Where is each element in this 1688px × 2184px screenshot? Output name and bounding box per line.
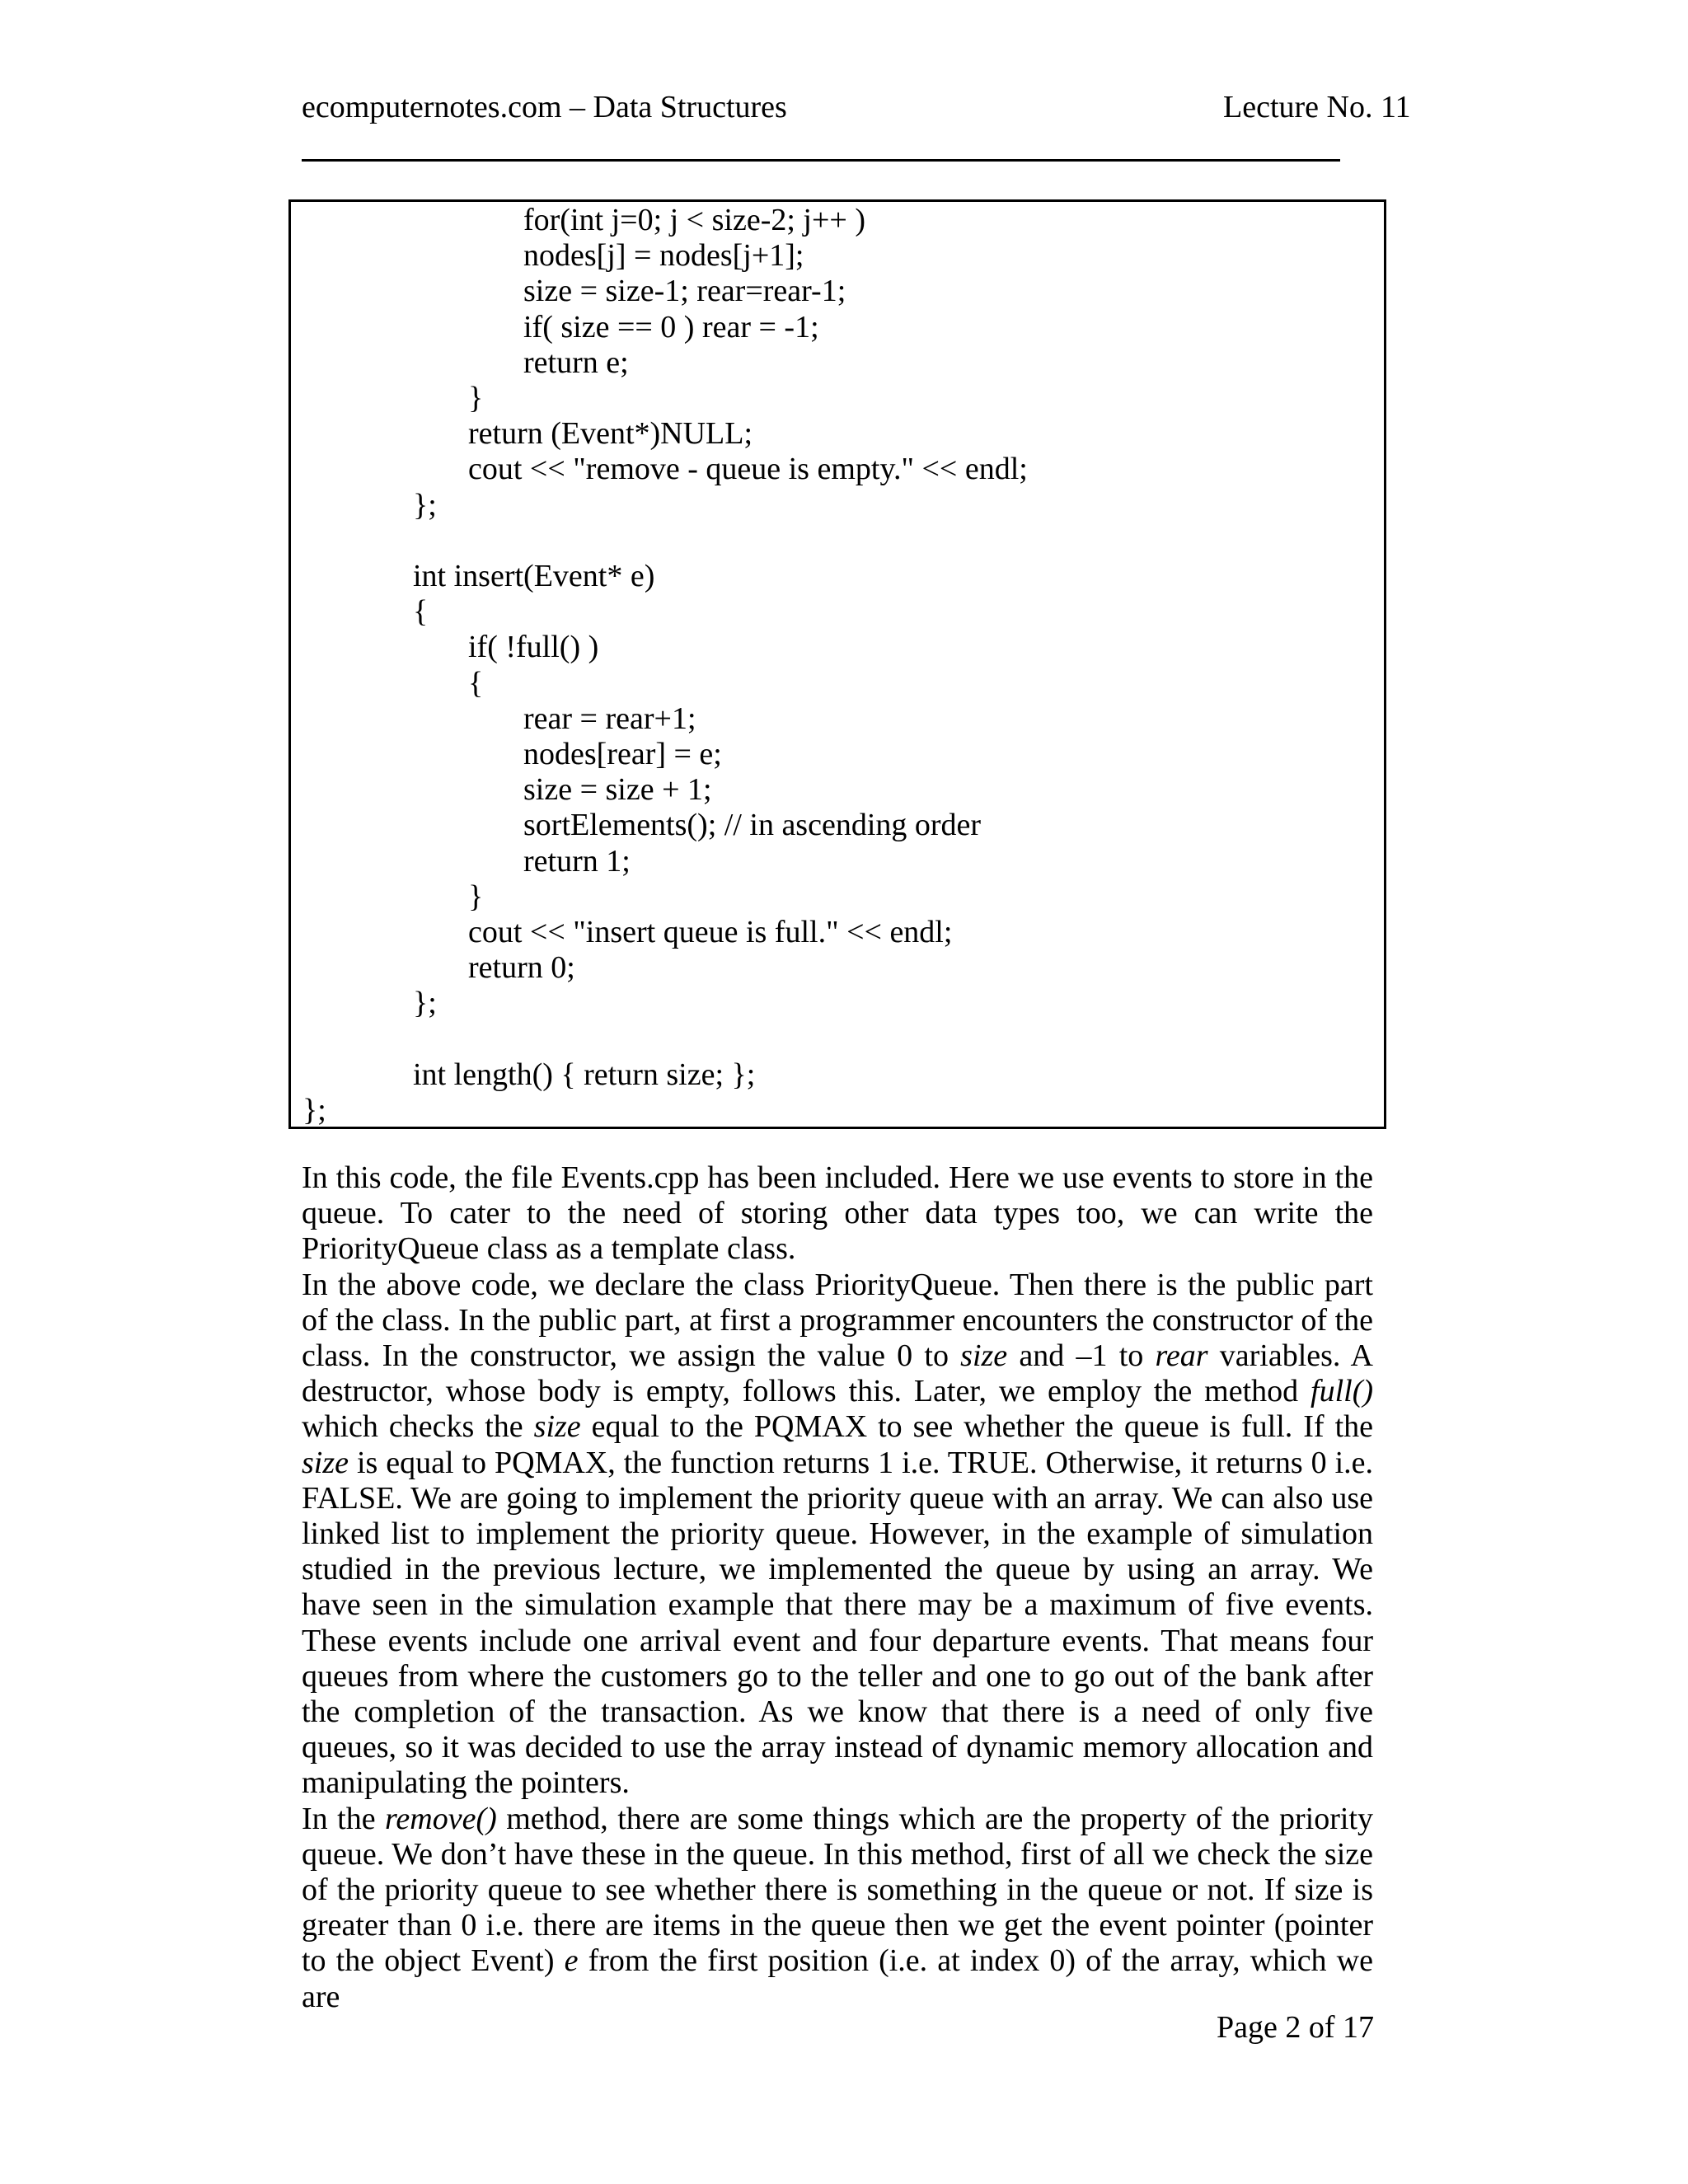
code-line: cout << "insert queue is full." << endl; (468, 915, 953, 949)
italic-term: remove() (385, 1801, 497, 1836)
code-line: { (468, 665, 484, 701)
text-run: In the (302, 1801, 386, 1836)
header-site-title: ecomputernotes.com – Data Structures (302, 90, 787, 124)
code-line: nodes[rear] = e; (523, 737, 722, 771)
text-run: In the above code, we declare the class PriorityQueue. Then there is the public part of the class. In the public part, at first a programmer encounters the constructor of the class. In the constructor, we assign the value 0 to (302, 1267, 1373, 1374)
paragraph (302, 1268, 1373, 1802)
italic-term: rear (1155, 1338, 1208, 1374)
paragraph (302, 1802, 1373, 2015)
body-text (302, 1160, 1373, 2015)
code-line: } (468, 879, 484, 914)
code-line: { (413, 594, 429, 630)
code-line: }; (302, 1093, 326, 1127)
text-run: method, there are some things which are the property of the priority queue. We don’t have these in the queue. In this method, first of all we check the size of the priority queue to see whether there is something in the queue or not. If size is greater than 0 i.e. there are items in the queue then we get the event pointer (pointer to the object Event) (302, 1801, 1373, 1979)
text-run: equal to the PQMAX to see whether the queue is full. If the (580, 1409, 1373, 1445)
italic-term: size (960, 1338, 1008, 1374)
code-line: size = size + 1; (523, 772, 712, 808)
code-line: return 0; (468, 950, 575, 986)
code-line: nodes[j] = nodes[j+1]; (523, 238, 804, 274)
code-line: rear = rear+1; (523, 701, 696, 736)
text-run: which checks the (302, 1409, 534, 1445)
text-run: from the first position (i.e. at index 0) of the array, which we are (302, 1943, 1373, 2014)
code-listing (288, 199, 1386, 1129)
code-line: return e; (523, 344, 629, 380)
code-line: return 1; (523, 843, 631, 879)
italic-term: full() (1311, 1374, 1373, 1409)
text-run: is equal to PQMAX, the function returns 1 i.e. TRUE. Otherwise, it returns 0 i.e. FALSE. We are going to implement the priority queue with an array. We can also use linked list to implement the priority queue. However, in the example of simulation studied in the previous lecture, we implemented the queue by using an array. We have seen in the simulation example that there may be a maximum of five events. These events include one arrival event and four departure events. That means four queues from where the customers go to the teller and one to go out of the bank after the completion of the transaction. As we know that there is a need of only five queues, so it was decided to use the array instead of dynamic memory allocation and manipulating the pointers. (302, 1445, 1373, 1801)
code-line: int insert(Event* e) (413, 559, 655, 593)
code-line: cout << "remove - queue is empty." << endl; (468, 452, 1028, 487)
paragraph (302, 1160, 1373, 1268)
page-number: Page 2 of 17 (1217, 2010, 1375, 2045)
text-run: variables. A destructor, whose body is empty, follows this. Later, we employ the method (302, 1338, 1373, 1409)
header-divider (302, 159, 1340, 162)
code-line: size = size-1; rear=rear-1; (523, 274, 846, 309)
code-line: sortElements(); // in ascending order (523, 808, 982, 843)
code-line: }; (413, 986, 437, 1021)
text-run: and –1 to (1007, 1338, 1156, 1374)
italic-term: size (533, 1409, 581, 1445)
header-lecture-number: Lecture No. 11 (1223, 90, 1411, 124)
text-run: In this code, the file Events.cpp has been included. Here we use events to store in the queue. To cater to the need of storing other data types too, we can write the PriorityQueue class as a template class. (302, 1160, 1373, 1267)
code-line: if( size == 0 ) rear = -1; (523, 309, 819, 344)
code-line: } (468, 381, 484, 415)
italic-term: e (564, 1943, 579, 1979)
code-line: int length() { return size; }; (413, 1057, 756, 1092)
code-line: if( !full() ) (468, 630, 599, 665)
code-line: }; (413, 487, 437, 523)
code-line: for(int j=0; j < size-2; j++ ) (523, 203, 865, 237)
code-line: return (Event*)NULL; (468, 416, 753, 452)
italic-term: size (302, 1445, 349, 1480)
